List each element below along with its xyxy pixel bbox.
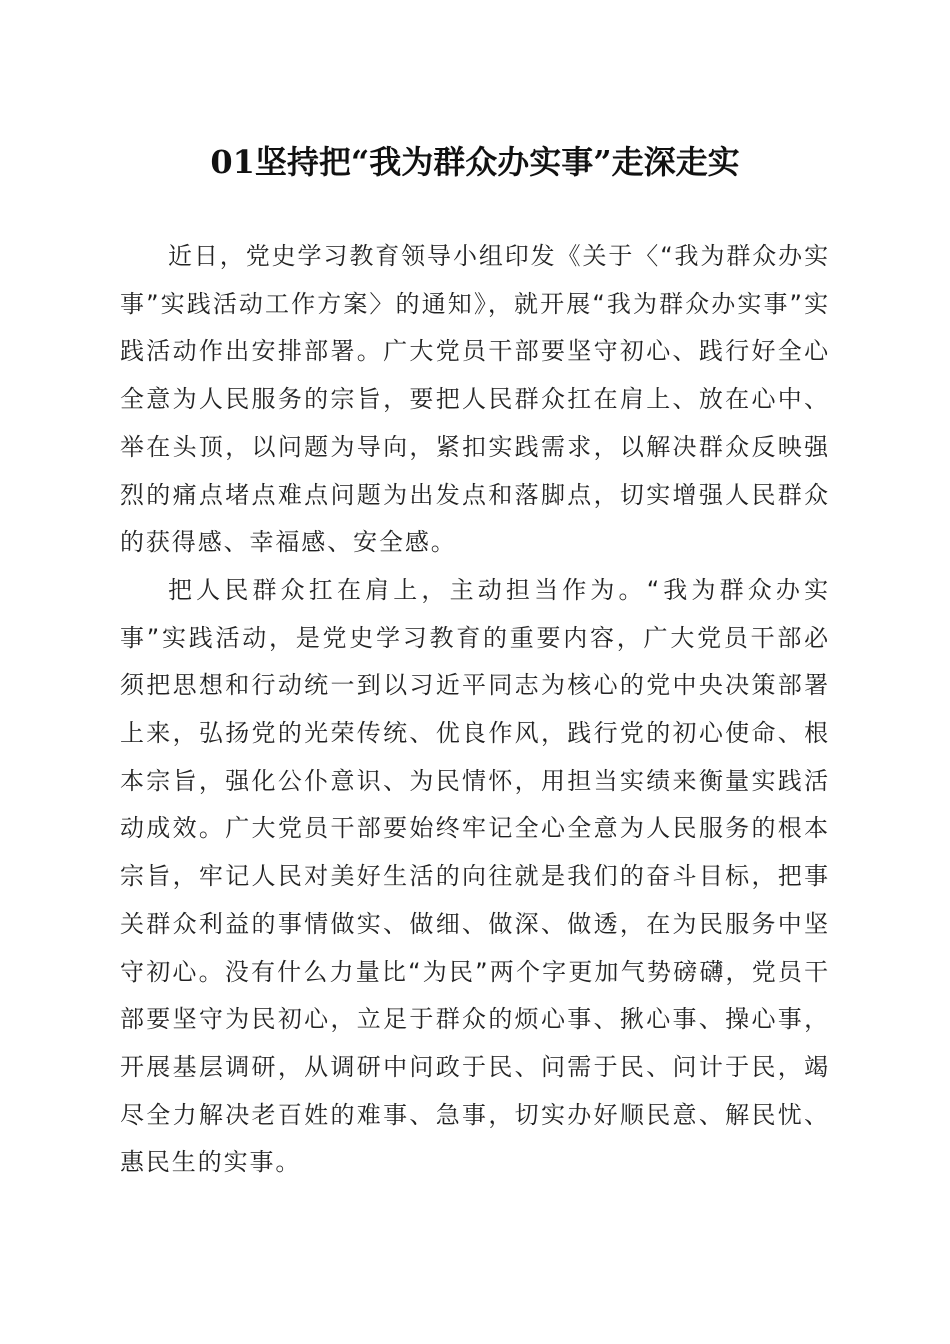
paragraph-1: 近日，党史学习教育领导小组印发《关于〈“我为群众办实事”实践活动工作方案〉的通知》，就开展“我为群众办实事”实践活动作出安排部署。广大党员干部要坚守初心、践行好全心全意为人民服务的宗旨，要把人民群众扛在肩上、放在心中、举在头顶，以问题为导向，紧扣实践需求，以解决群众反映强烈的痛点堵点难点问题为出发点和落脚点，切实增强人民群众的获得感、幸福感、安全感。 xyxy=(120,242,830,557)
document-body xyxy=(120,233,830,1187)
paragraph-2: 把人民群众扛在肩上，主动担当作为。“我为群众办实事”实践活动，是党史学习教育的重要内容，广大党员干部必须把思想和行动统一到以习近平同志为核心的党中央决策部署上来，弘扬党的光荣传统、优良作风，践行党的初心使命、根本宗旨，强化公仆意识、为民情怀，用担当实绩来衡量实践活动成效。广大党员干部要始终牢记全心全意为人民服务的根本宗旨，牢记人民对美好生活的向往就是我们的奋斗目标，把事关群众利益的事情做实、做细、做深、做透，在为民服务中坚守初心。没有什么力量比“为民”两个字更加气势磅礴，党员干部要坚守为民初心，立足于群众的烦心事、揪心事、操心事，开展基层调研，从调研中问政于民、问需于民、问计于民，竭尽全力解决老百姓的难事、急事，切实办好顺民意、解民忧、惠民生的实事。 xyxy=(120,575,830,1177)
document-title: 01坚持把“我为群众办实事”走深走实 xyxy=(210,143,740,181)
